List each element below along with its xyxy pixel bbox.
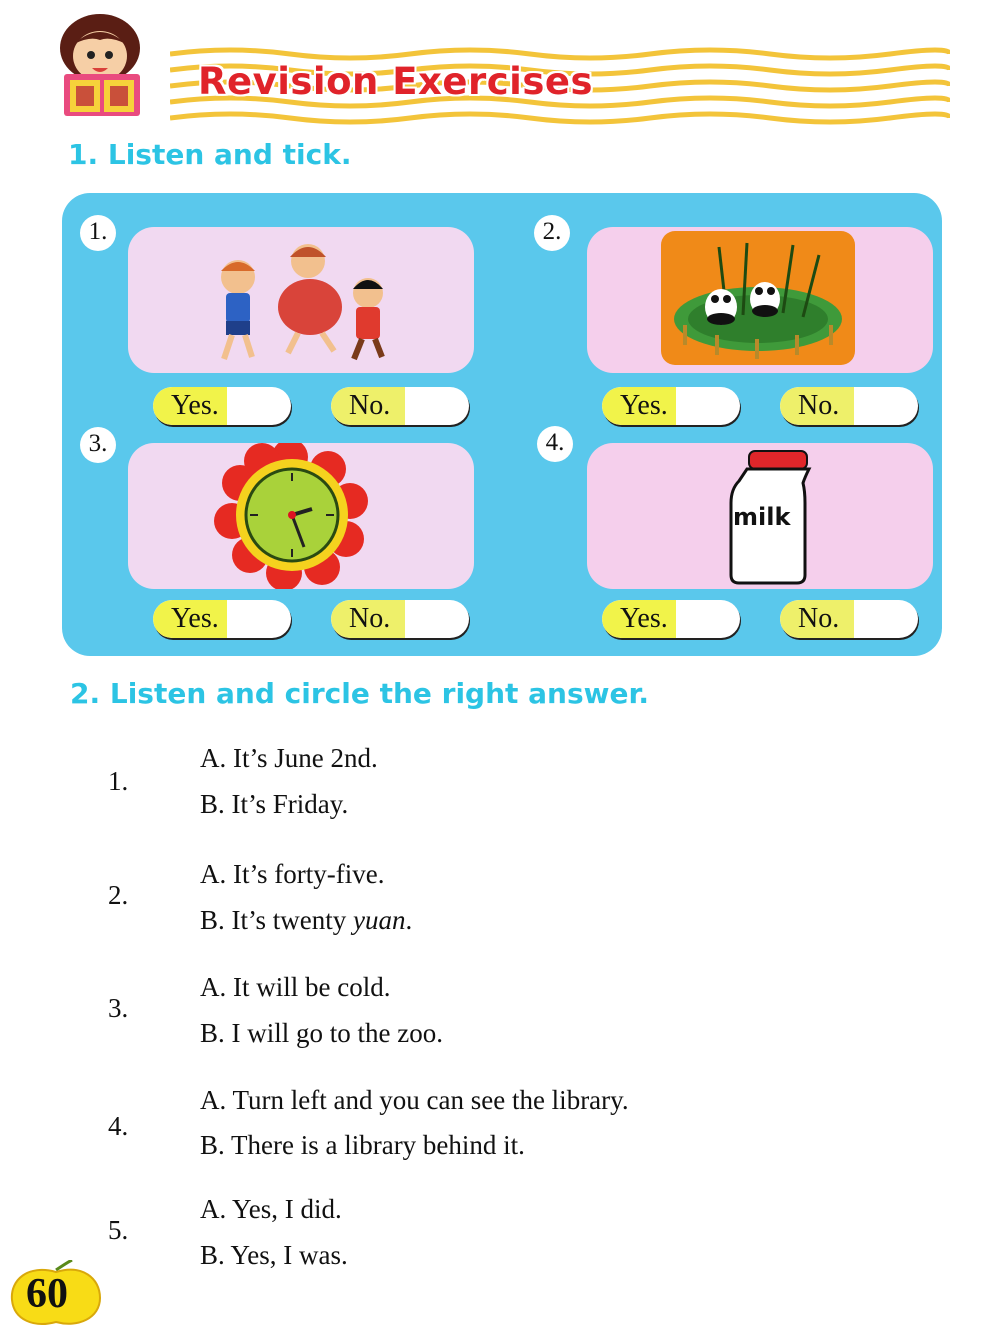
page-number: 60 bbox=[26, 1271, 68, 1317]
question-1-option-b[interactable]: B. It’s Friday. bbox=[200, 789, 349, 819]
bottle-label: milk bbox=[733, 503, 791, 531]
item-1-picture-card bbox=[128, 227, 474, 373]
yes-label: Yes. bbox=[171, 603, 219, 634]
item-2-yes-option[interactable] bbox=[602, 387, 740, 425]
no-label: No. bbox=[349, 603, 391, 634]
item-3-picture-card bbox=[128, 443, 474, 589]
exercise-2-heading: 2. Listen and circle the right answer. bbox=[70, 677, 649, 710]
item-1-yes-option[interactable] bbox=[153, 387, 291, 425]
question-4-option-a[interactable]: A. Turn left and you can see the library. bbox=[200, 1085, 629, 1115]
item-1-number: 1. bbox=[80, 215, 116, 251]
no-label: No. bbox=[349, 390, 391, 421]
question-2-option-b[interactable] bbox=[200, 905, 412, 936]
question-4-number: 4. bbox=[108, 1111, 129, 1141]
question-5-option-b[interactable]: B. Yes, I was. bbox=[200, 1240, 348, 1270]
flower-clock-illustration bbox=[128, 443, 474, 589]
question-5-number: 5. bbox=[108, 1215, 129, 1245]
item-2-number: 2. bbox=[534, 215, 570, 251]
question-4-option-b[interactable]: B. There is a library behind it. bbox=[200, 1130, 525, 1160]
item-4-yes-option[interactable] bbox=[602, 600, 740, 638]
listen-and-tick-panel bbox=[62, 193, 942, 656]
item-2-picture-card bbox=[587, 227, 933, 373]
option-b-period: . bbox=[405, 905, 413, 935]
question-1-option-a[interactable]: A. It’s June 2nd. bbox=[200, 743, 378, 773]
yes-label: Yes. bbox=[620, 603, 668, 634]
milk-bottle-illustration bbox=[587, 443, 933, 589]
item-3-no-option[interactable] bbox=[331, 600, 469, 638]
page-header bbox=[50, 10, 950, 130]
item-3-number: 3. bbox=[80, 427, 116, 463]
question-3-option-b[interactable]: B. I will go to the zoo. bbox=[200, 1018, 443, 1048]
question-2-number: 2. bbox=[108, 880, 129, 910]
children-running-illustration bbox=[128, 227, 474, 373]
no-label: No. bbox=[798, 390, 840, 421]
yes-label: Yes. bbox=[171, 390, 219, 421]
girl-reading-icon bbox=[50, 10, 160, 120]
exercise-1-heading: 1. Listen and tick. bbox=[68, 138, 352, 171]
currency-word: yuan bbox=[353, 905, 406, 935]
item-1-no-option[interactable] bbox=[331, 387, 469, 425]
item-2-no-option[interactable] bbox=[780, 387, 918, 425]
question-2-option-a[interactable]: A. It’s forty-five. bbox=[200, 859, 385, 889]
page-number-badge bbox=[8, 1260, 104, 1328]
question-5-option-a[interactable]: A. Yes, I did. bbox=[200, 1194, 342, 1224]
item-4-picture-card bbox=[587, 443, 933, 589]
page-title: Revision Exercises bbox=[198, 60, 593, 103]
item-3-yes-option[interactable] bbox=[153, 600, 291, 638]
yes-label: Yes. bbox=[620, 390, 668, 421]
question-3-option-a[interactable]: A. It will be cold. bbox=[200, 972, 391, 1002]
question-3-number: 3. bbox=[108, 993, 129, 1023]
pandas-illustration bbox=[587, 227, 933, 373]
option-b-text: B. It’s twenty bbox=[200, 905, 353, 935]
question-1-number: 1. bbox=[108, 766, 129, 796]
item-4-number: 4. bbox=[537, 426, 573, 462]
item-4-no-option[interactable] bbox=[780, 600, 918, 638]
no-label: No. bbox=[798, 603, 840, 634]
